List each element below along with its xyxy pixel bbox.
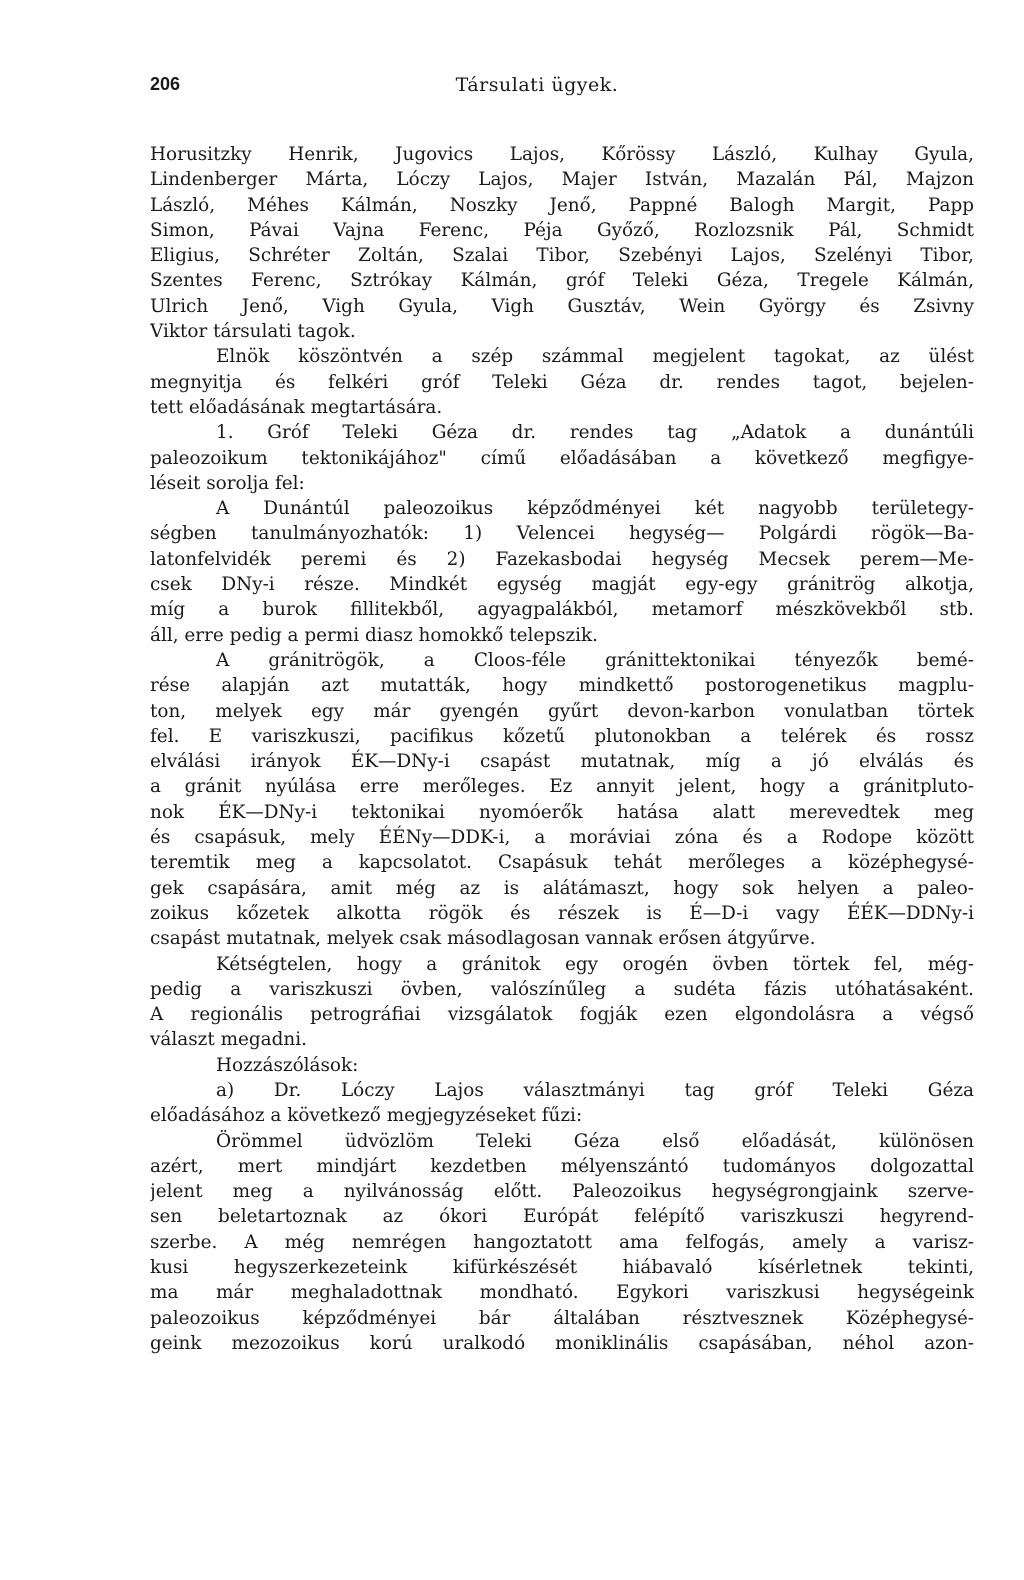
text-line: Szentes Ferenc, Sztrókay Kálmán, gróf Teleki Géza, Tregele Kálmán,: [150, 270, 974, 292]
text-line: gek csapására, amit még az is alátámaszt, hogy sok helyen a paleo-: [150, 877, 974, 899]
text-line: sen beletartoznak az ókori Európát felépítő variszkuszi hegyrend-: [150, 1206, 974, 1228]
text-line: ton, melyek egy már gyengén gyűrt devon-karbon vonulatban törtek: [150, 700, 974, 722]
text-line: rése alapján azt mutatták, hogy mindkettő postorogenetikus magplu-: [150, 675, 974, 697]
text-line: Viktor társulati tagok.: [150, 321, 356, 343]
text-line: kusi hegyszerkezeteink kifürkészését hiábavaló kísérletnek tekinti,: [150, 1257, 974, 1279]
text-line: paleozoikus képződményei bár általában résztvesznek Középhegysé-: [150, 1307, 974, 1329]
text-line: A gránitrögök, a Cloos-féle gránittektonikai tényezők bemé-: [216, 649, 974, 671]
text-line: paleozoikum tektonikájához" című előadásában a következő megfigye-: [150, 447, 974, 469]
running-head: Társulati ügyek.: [455, 74, 619, 96]
text-line: míg a burok fillitekből, agyagpalákból, metamorf mészkövekből stb.: [150, 599, 974, 621]
text-line: Örömmel üdvözlöm Teleki Géza első előadását, különösen: [216, 1130, 974, 1152]
body-text: [150, 142, 974, 1356]
text-line: nok ÉK—DNy-i tektonikai nyomóerők hatása alatt merevedtek meg: [150, 801, 974, 823]
text-line: Lindenberger Márta, Lóczy Lajos, Majer István, Mazalán Pál, Majzon: [150, 169, 974, 191]
text-line: Elnök köszöntvén a szép számmal megjelent tagokat, az ülést: [216, 346, 974, 368]
text-line: csapást mutatnak, melyek csak másodlagosan vannak erősen átgyűrve.: [150, 928, 816, 950]
text-line: 1. Gróf Teleki Géza dr. rendes tag „Adatok a dunántúli: [216, 422, 974, 444]
text-line: A Dunántúl paleozoikus képződményei két nagyobb területegy-: [216, 498, 974, 520]
text-line: Horusitzky Henrik, Jugovics Lajos, Kőrössy László, Kulhay Gyula,: [150, 144, 974, 165]
text-line: a gránit nyúlása erre merőleges. Ez annyit jelent, hogy a gránitpluto-: [150, 776, 974, 798]
text-line: léseit sorolja fel:: [150, 472, 305, 494]
text-line: pedig a variszkuszi övben, valószínűleg a sudéta fázis utóhatásaként.: [150, 978, 974, 1000]
page-number: 206: [150, 74, 181, 94]
text-line: Kétségtelen, hogy a gránitok egy orogén övben törtek fel, még-: [216, 953, 974, 975]
text-line: László, Méhes Kálmán, Noszky Jenő, Pappné Balogh Margit, Papp: [150, 194, 974, 216]
text-line: A regionális petrográfiai vizsgálatok fogják ezen elgondolásra a végső: [150, 1004, 974, 1026]
text-line: választ megadni.: [150, 1029, 307, 1051]
text-line: Eligius, Schréter Zoltán, Szalai Tibor, Szebényi Lajos, Szelényi Tibor,: [150, 245, 974, 267]
text-line: elválási irányok ÉK—DNy-i csapást mutatnak, míg a jó elválás és: [150, 751, 974, 773]
text-line: csek DNy-i része. Mindkét egység magját egy-egy gránitrög alkotja,: [150, 574, 974, 596]
text-line: jelent meg a nyilvánosság előtt. Paleozoikus hegységrongjaink szerve-: [150, 1181, 974, 1203]
text-line: ma már meghaladottnak mondható. Egykori variszkusi hegységeink: [150, 1282, 974, 1304]
page-header: [150, 74, 924, 104]
text-line: latonfelvidék peremi és 2) Fazekasbodai hegység Mecsek perem—Me-: [150, 548, 974, 570]
text-line: ségben tanulmányozhatók: 1) Velencei hegység— Polgárdi rögök—Ba-: [150, 523, 974, 545]
text-line: áll, erre pedig a permi diasz homokkő telepszik.: [150, 624, 599, 646]
text-line: szerbe. A még nemrégen hangoztatott ama felfogás, amely a varisz-: [150, 1231, 974, 1253]
text-line: előadásához a következő megjegyzéseket fűzi:: [150, 1105, 583, 1127]
text-line: Simon, Pávai Vajna Ferenc, Péja Győző, Rozlozsnik Pál, Schmidt: [150, 219, 974, 241]
text-line: zoikus kőzetek alkotta rögök és részek is É—D-i vagy ÉÉK—DDNy-i: [150, 902, 974, 924]
text-line: geink mezozoikus korú uralkodó moniklinális csapásában, néhol azon-: [150, 1332, 974, 1354]
text-line: a) Dr. Lóczy Lajos választmányi tag gróf Teleki Géza: [216, 1079, 974, 1101]
text-line: teremtik meg a kapcsolatot. Csapásuk tehát merőleges a középhegysé-: [150, 852, 974, 874]
text-line: és csapásuk, mely ÉÉNy—DDK-i, a moráviai zóna és a Rodope között: [150, 827, 974, 849]
text-line: megnyitja és felkéri gróf Teleki Géza dr. rendes tagot, bejelen-: [150, 371, 974, 393]
text-line: azért, mert mindjárt kezdetben mélyenszántó tudományos dolgozattal: [150, 1155, 974, 1177]
text-line: tett előadásának megtartására.: [150, 396, 443, 418]
text-line: fel. E variszkuszi, pacifikus kőzetű plutonokban a telérek és rossz: [150, 725, 974, 747]
text-line: Hozzászólások:: [216, 1054, 359, 1076]
text-line: Ulrich Jenő, Vigh Gyula, Vigh Gusztáv, Wein György és Zsivny: [150, 295, 974, 317]
